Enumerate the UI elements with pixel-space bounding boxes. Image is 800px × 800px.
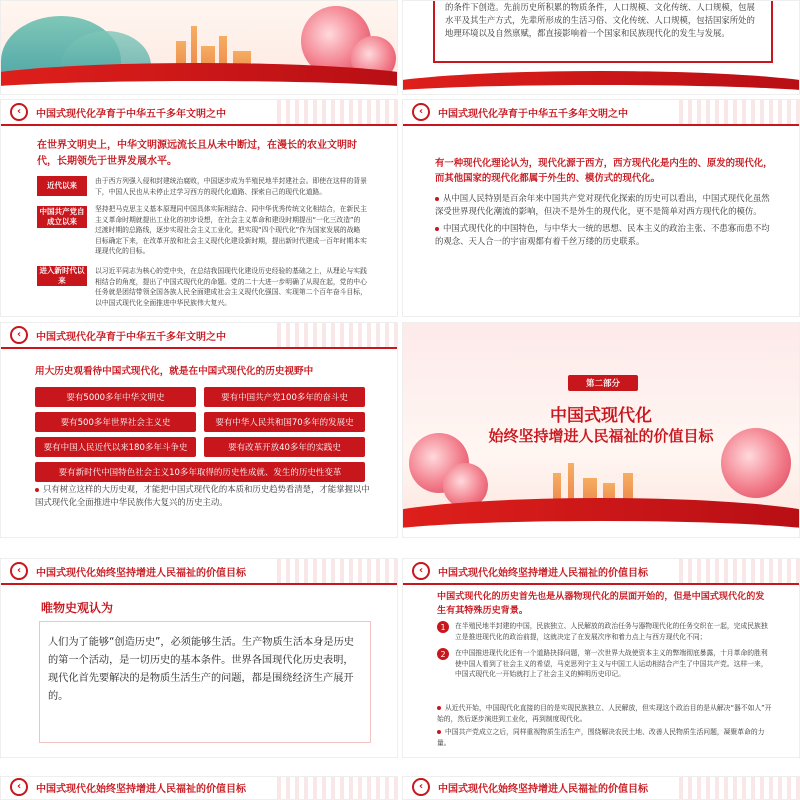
row-2 — [37, 204, 367, 257]
bullet-list — [437, 703, 773, 748]
list-item: 中国式现代化的中国特色，与中华大一统的思想、民本主义的政治主张、不患寡而患不均的观念、天人合一的宇宙观都有着千丝万缕的历史联系。 — [435, 223, 770, 247]
text-box — [433, 0, 773, 63]
note-text: 只有树立这样的大历史观，才能把中国式现代化的本质和历史趋势看清楚，才能掌握以中国式现代化全面推进中华民族伟大复兴的历史主动。 — [35, 484, 370, 508]
history-pill: 要有5000多年中华文明史 — [35, 387, 196, 407]
list-item: 从近代开始，中国现代化直接的目的是实现民族独立、人民解放，但实现这个政治目的是从解决“器不如人”开始的，然后逐步演进到工业化，再到制度现代化。 — [437, 704, 772, 723]
slide-header — [1, 100, 397, 126]
slide-1 — [0, 0, 398, 95]
history-pill-wide: 要有新时代中国特色社会主义10多年取得的历史性成就、发生的历史性变革 — [35, 462, 365, 482]
header-decoration — [277, 323, 397, 349]
back-arrow-icon: ‹ — [412, 562, 430, 580]
section-subtitle: 始终坚持增进人民福祉的价值目标 — [488, 427, 714, 445]
row-3 — [37, 266, 367, 308]
section-heading: 唯物史观认为 — [41, 601, 114, 615]
row-text: 由于西方列强入侵和封建统治腐败，中国逐步成为半殖民地半封建社会。即使在这样的背景下，中国人民也从未停止过学习西方的现代化道路、探索自己的现代化道路。 — [95, 177, 367, 196]
lead-text: 有一种现代化理论认为，现代化源于西方，西方现代化是内生的、原发的现代化，而其他国家的现代化都属于外生的、模仿式的现代化。 — [435, 158, 773, 185]
slide-10 — [402, 776, 800, 800]
row-text: 坚持把马克思主义基本原理同中国具体实际相结合、同中华优秀传统文化相结合，在新民主主义革命时期就提出工业化的初步设想，在社会主义革命和建设时期提出“一化三改造”的过渡时期的总路线，逐步实现社会主义工业化，把实现“四个现代化”作为国家发展的战略目标确定下来，在改革开放和社会主义现代化建设新时期，提出新时代建成一百年时期本实现现代化的目标。 — [95, 205, 367, 256]
lead-text: 中国式现代化的历史首先也是从器物现代化的层面开始的，但是中国式现代化的发生有其特殊历史背景。 — [437, 592, 765, 616]
quote-body: 人们为了能够“创造历史”，必须能够生活。生产物质生活本身是历史的第一个活动，是一切历史的基本条件。世界各国现代化历史表明，现代化首先要解决的是物质生活生产的问题，都是围绕经济生产展开的。 — [48, 637, 354, 702]
history-pill: 要有中华人民共和国70多年的发展史 — [204, 412, 365, 432]
slide-header-title: 中国式现代化孕育于中华五千多年文明之中 — [438, 108, 628, 120]
row-text: 以习近平同志为核心的党中央，在总结我国现代化建设历史经验的基础之上，从理论与实践相结合的角度，提出了中国式现代化的命题。党的二十大进一步明确了从现在起，党的中心任务就是团结带领全国各族人民全面建成社会主义现代化强国、实现第二个百年奋斗目标，以中国式现代化全面推进中华民族伟大复兴。 — [95, 267, 367, 307]
row-tag: 进入新时代以来 — [37, 266, 87, 286]
history-pill: 要有500多年世界社会主义史 — [35, 412, 196, 432]
header-decoration — [679, 559, 799, 585]
numbered-item — [437, 648, 773, 680]
header-decoration — [679, 776, 799, 800]
history-pill: 要有中国人民近代以来180多年斗争史 — [35, 437, 196, 457]
paragraph: 的条件下创造。先前历史所积累的物质条件，人口规模、文化传统、人口规模，包展水平及其生产方式，先辈所形成的生活习俗、文化传统、人口规模，包括国家所处的地理环境以及自然禀赋，都直接影响着一个国家和民族现代化的发生与发展。 — [445, 2, 755, 39]
slide-header — [403, 776, 799, 800]
list-item: 从中国人民特别是百余年来中国共产党对现代化探索的历史可以看出，中国式现代化虽然深受世界现代化潮流的影响，但决不是外生的现代化，更不是简单对西方现代化的模仿。 — [435, 193, 770, 217]
lead-text: 在世界文明史上，中华文明源远流长且从未中断过，在漫长的农业文明时代，长期领先于世界发展水平。 — [37, 140, 357, 167]
history-pill: 要有改革开放40多年的实践史 — [204, 437, 365, 457]
quote-box — [39, 621, 371, 743]
row-1 — [37, 176, 367, 197]
numbered-item — [437, 621, 773, 642]
slide-header-title: 中国式现代化孕育于中华五千多年文明之中 — [36, 108, 226, 120]
slide-5 — [0, 322, 398, 538]
back-arrow-icon: ‹ — [412, 103, 430, 121]
back-arrow-icon: ‹ — [10, 562, 28, 580]
header-decoration — [277, 776, 397, 800]
slide-3 — [0, 99, 398, 317]
back-arrow-icon: ‹ — [10, 778, 28, 796]
slide-header — [403, 559, 799, 585]
back-arrow-icon: ‹ — [10, 326, 28, 344]
slide-header-title: 中国式现代化始终坚持增进人民福祉的价值目标 — [36, 783, 246, 795]
back-arrow-icon: ‹ — [412, 778, 430, 796]
slide-6 — [402, 322, 800, 538]
item-number: 2 — [437, 648, 449, 660]
list-item: 中国共产党成立之后，同样重视物质生活生产，围绕解决农民土地、改善人民物质生活问题，凝聚革命的力量。 — [437, 728, 765, 747]
slide-header — [403, 100, 799, 126]
slide-8 — [402, 558, 800, 758]
section-title: 中国式现代化 — [550, 406, 652, 426]
item-number: 1 — [437, 621, 449, 633]
slide-header-title: 中国式现代化始终坚持增进人民福祉的价值目标 — [36, 567, 246, 579]
slide-header — [1, 776, 397, 800]
slide-header-title: 中国式现代化始终坚持增进人民福祉的价值目标 — [438, 783, 648, 795]
slide-header-title: 中国式现代化始终坚持增进人民福祉的价值目标 — [438, 567, 648, 579]
slide-9 — [0, 776, 398, 800]
slide-header — [1, 559, 397, 585]
slide-header — [1, 323, 397, 349]
lead-text: 用大历史观看待中国式现代化，就是在中国式现代化的历史视野中 — [35, 366, 314, 377]
history-pill: 要有中国共产党100多年的奋斗史 — [204, 387, 365, 407]
numbered-list — [437, 621, 773, 680]
part-badge: 第二部分 — [568, 375, 638, 391]
slide-header-title: 中国式现代化孕育于中华五千多年文明之中 — [36, 331, 226, 343]
header-decoration — [277, 100, 397, 126]
back-arrow-icon: ‹ — [10, 103, 28, 121]
pill-grid — [35, 387, 365, 482]
row-tag: 中国共产党自成立以来 — [37, 206, 87, 228]
slide-4 — [402, 99, 800, 317]
bullet-list — [435, 192, 775, 248]
item-text: 在半殖民地半封建的中国，民族独立、人民解放的政治任务与器物现代化的任务交织在一起，完成民族独立是推进现代化的政治前提，这就决定了在发展次序和着力点上与西方现代化不同； — [455, 622, 768, 641]
header-decoration — [679, 100, 799, 126]
item-text: 在中国推进现代化还有一个道路抉择问题，第一次世界大战使资本主义的弊端彻底暴露，十月革命的胜利使中国人看到了社会主义的希望，马克思列宁主义与中国工人运动相结合产生了中国共产党。这样一来，中国式现代化一开始就打上了社会主义的鲜明历史印记。 — [455, 649, 768, 679]
header-decoration — [277, 559, 397, 585]
banner-art — [403, 71, 799, 95]
row-tag: 近代以来 — [37, 176, 87, 196]
slide-7 — [0, 558, 398, 758]
slide-2 — [402, 0, 800, 95]
banner-art — [1, 1, 397, 95]
